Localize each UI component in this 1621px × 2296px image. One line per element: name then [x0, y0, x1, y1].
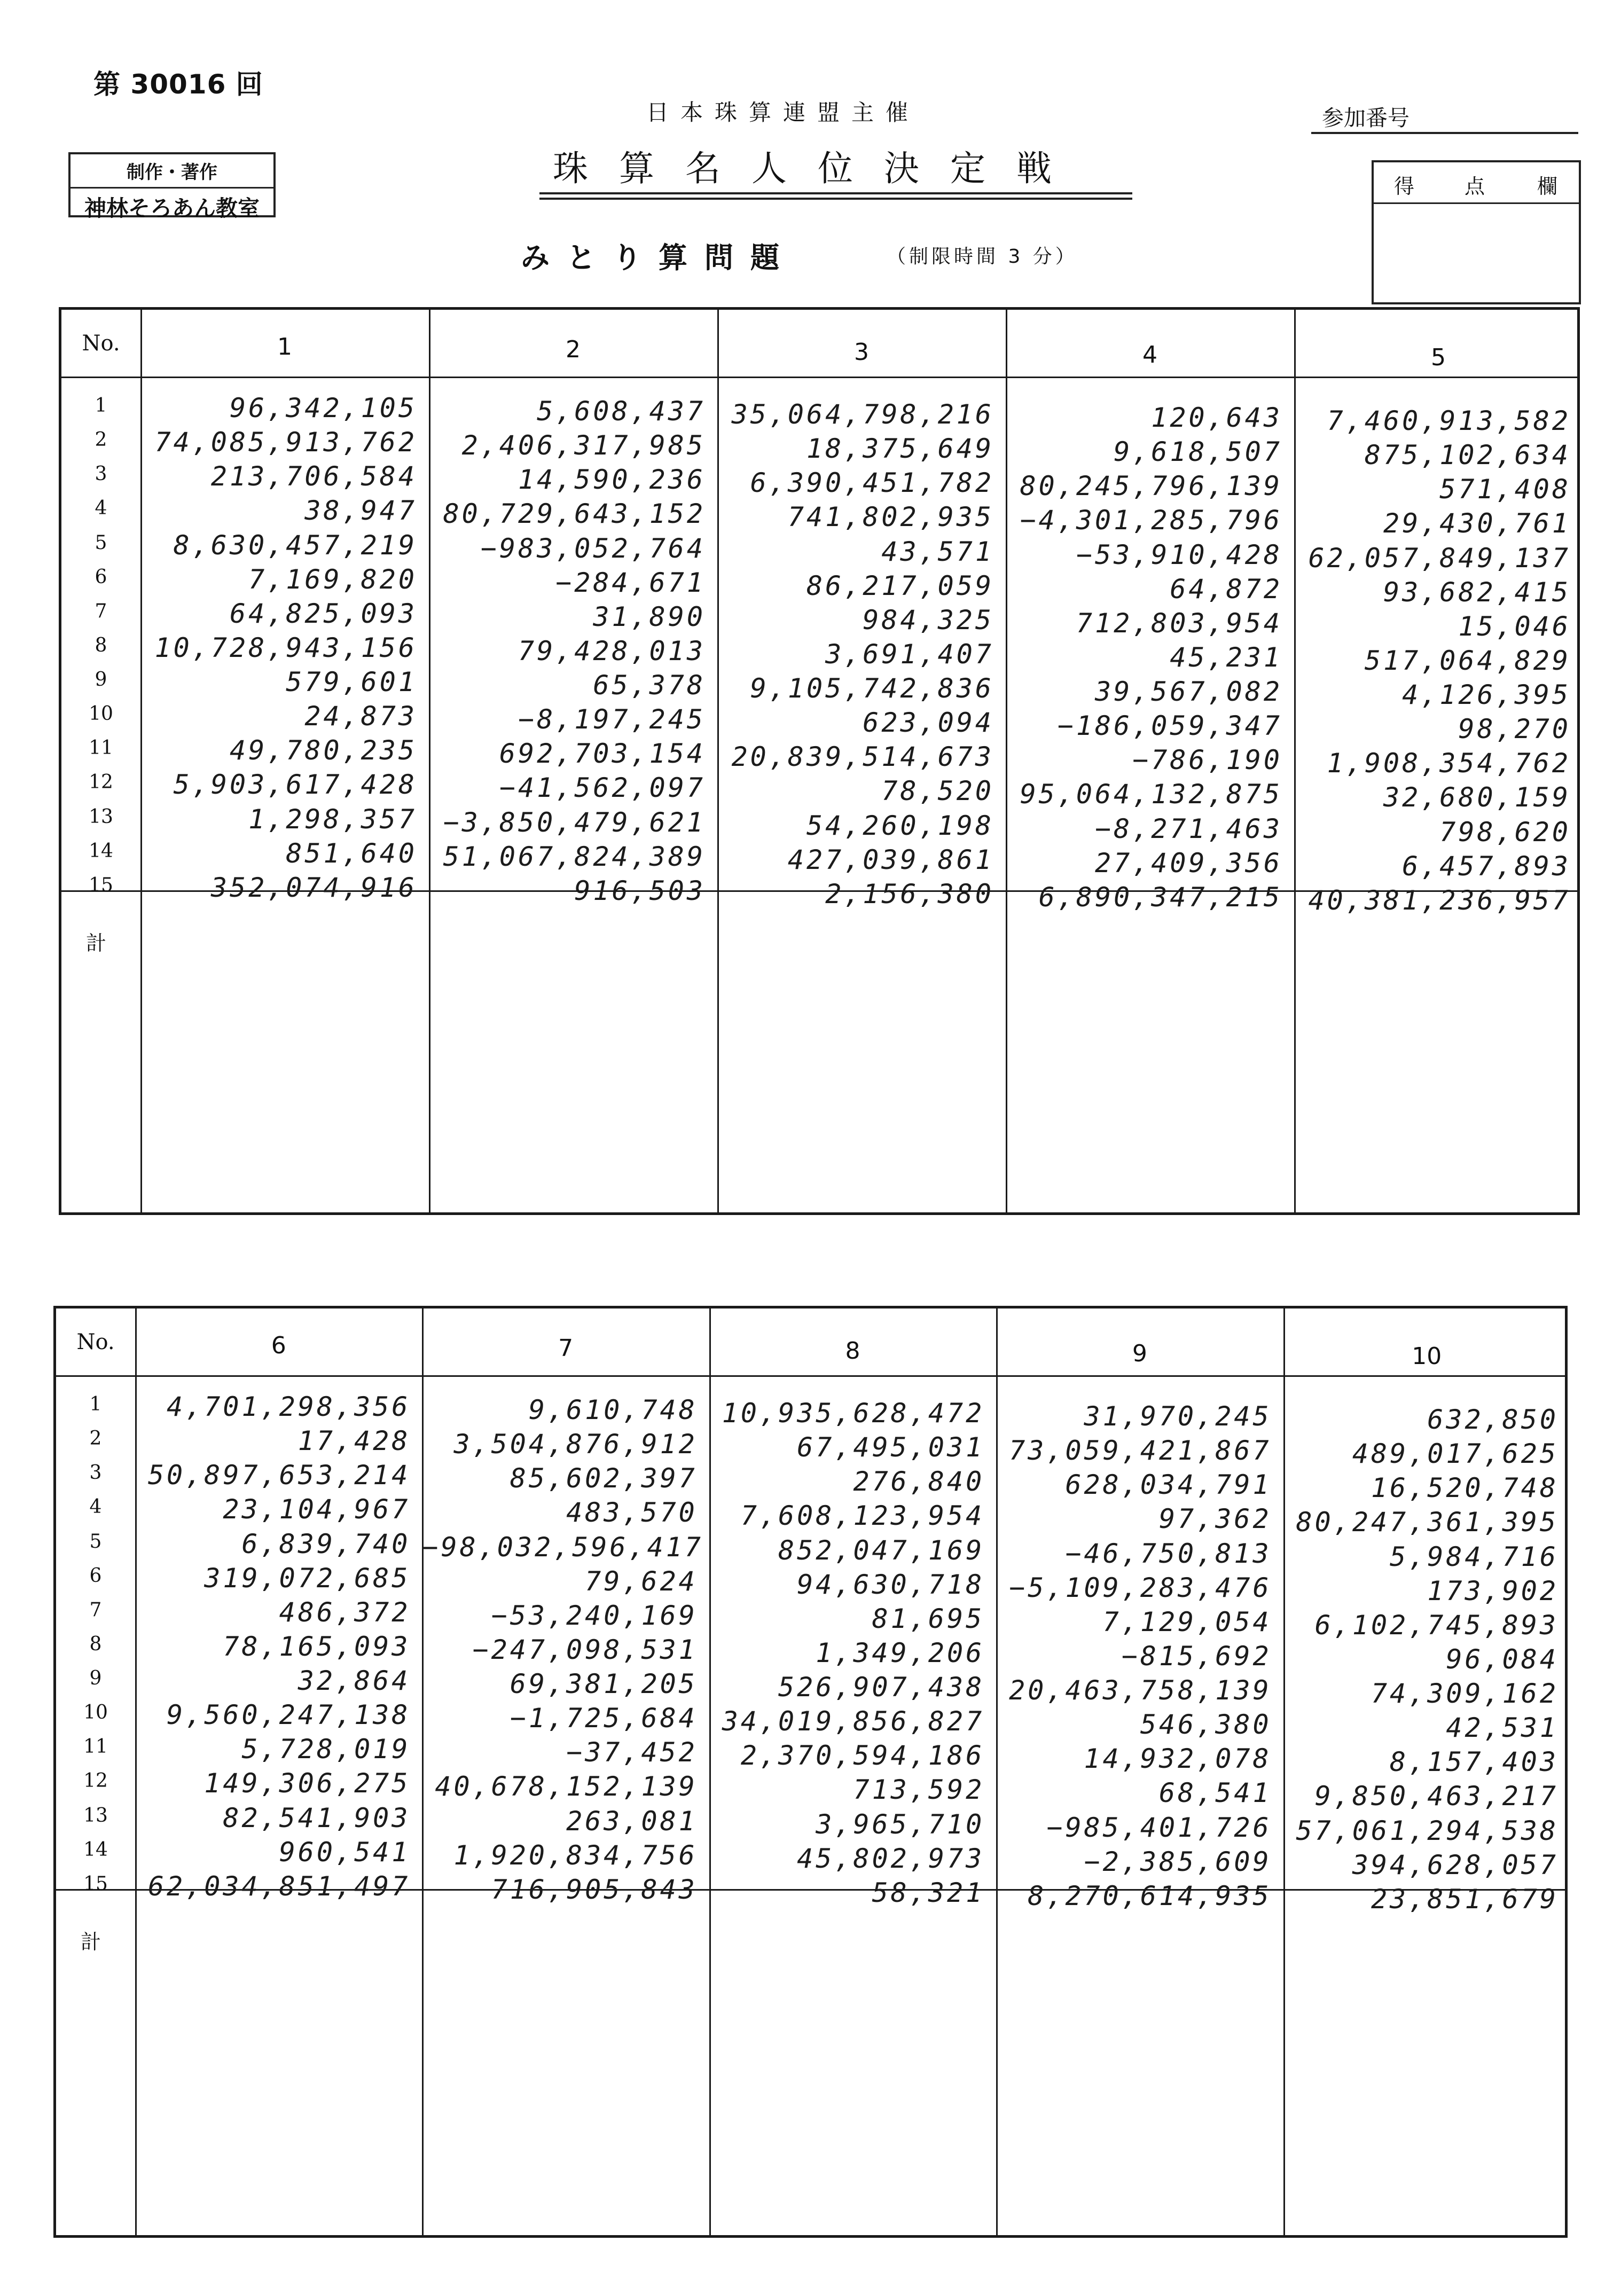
addend-value: 38,947: [304, 495, 417, 527]
addend-value: 483,570: [566, 1497, 698, 1529]
addend-value: 73,059,421,867: [1009, 1435, 1272, 1467]
answer-cell[interactable]: [137, 1891, 420, 2235]
addend-value: 81,695: [872, 1603, 985, 1634]
answer-cell[interactable]: [719, 892, 1004, 1212]
addend-value: −4,301,285,796: [1020, 505, 1282, 536]
row-number: 6: [89, 1564, 102, 1587]
row-number: 9: [95, 669, 107, 691]
addend-value: 67,495,031: [797, 1432, 985, 1463]
addend-value: −786,190: [1132, 745, 1282, 776]
addend-value: 213,706,584: [210, 461, 417, 492]
addend-value: 713,592: [853, 1774, 985, 1806]
addend-value: 579,601: [286, 667, 417, 698]
addend-value: 35,064,798,216: [731, 399, 994, 430]
addend-value: 40,678,152,139: [435, 1771, 698, 1803]
author-role: 制作・著作: [127, 162, 217, 183]
addend-value: 86,217,059: [806, 570, 994, 601]
answer-cell[interactable]: [711, 1891, 994, 2235]
row-number: 1: [95, 395, 107, 417]
row-number: 6: [95, 566, 107, 588]
row-number: 14: [89, 840, 113, 862]
row-number: 12: [89, 771, 113, 794]
addend-value: 78,520: [881, 775, 994, 807]
addend-value: 3,504,876,912: [453, 1429, 698, 1460]
addend-value: −983,052,764: [480, 532, 706, 564]
addend-value: 7,608,123,954: [740, 1500, 985, 1532]
problem-number-header: 1: [277, 333, 292, 361]
addend-value: 692,703,154: [499, 738, 706, 770]
addend-value: 4,126,395: [1402, 679, 1571, 711]
addend-value: 57,061,294,538: [1296, 1815, 1559, 1846]
addend-value: 571,408: [1439, 474, 1571, 505]
problem-number-header: 8: [845, 1337, 860, 1365]
addend-value: 14,932,078: [1084, 1743, 1272, 1775]
addend-value: 6,390,451,782: [750, 467, 994, 499]
addend-value: 9,105,742,836: [750, 673, 994, 704]
addend-value: 17,428: [297, 1425, 411, 1457]
addend-value: 6,890,347,215: [1038, 881, 1282, 913]
addend-value: 526,907,438: [778, 1672, 985, 1703]
addend-value: 96,342,105: [229, 393, 417, 424]
addend-value: 62,057,849,137: [1308, 542, 1571, 574]
addend-value: 20,839,514,673: [731, 741, 994, 773]
addend-value: 68,541: [1158, 1777, 1272, 1809]
no-column-header: No.: [82, 331, 120, 356]
score-label: 欄: [1537, 175, 1558, 198]
addend-value: 79,428,013: [518, 635, 706, 667]
addend-value: 14,590,236: [518, 464, 706, 496]
addend-value: −284,671: [555, 567, 706, 598]
row-number: 13: [83, 1804, 108, 1827]
problem-number-header: 5: [1431, 344, 1446, 371]
row-number: 8: [95, 634, 107, 656]
score-label: 点: [1465, 175, 1485, 198]
title-underline: [539, 192, 1132, 194]
total-row-label: 計: [81, 1930, 101, 1954]
addend-value: 263,081: [566, 1805, 698, 1837]
addend-value: 716,905,843: [491, 1874, 698, 1905]
addend-value: 7,129,054: [1102, 1606, 1272, 1637]
addend-value: 8,270,614,935: [1028, 1880, 1272, 1911]
addend-value: 9,560,247,138: [167, 1699, 411, 1731]
no-column-header: No.: [76, 1330, 115, 1354]
addend-value: 62,034,851,497: [147, 1870, 411, 1902]
score-box[interactable]: [1372, 160, 1581, 304]
addend-value: 95,064,132,875: [1020, 779, 1282, 810]
row-number: 1: [89, 1393, 102, 1415]
addend-value: 173,902: [1427, 1575, 1559, 1607]
row-number: 3: [95, 463, 107, 485]
row-number: 14: [83, 1838, 108, 1861]
problem-number-header: 4: [1142, 341, 1157, 369]
row-number: 5: [95, 531, 107, 554]
addend-value: 7,460,913,582: [1327, 405, 1571, 436]
row-number: 2: [95, 429, 107, 451]
addend-value: 79,624: [585, 1565, 698, 1597]
addend-value: 97,362: [1158, 1503, 1272, 1535]
addend-value: 798,620: [1439, 816, 1571, 848]
addend-value: 3,691,407: [825, 638, 994, 670]
addend-value: 10,935,628,472: [722, 1398, 985, 1429]
addend-value: −2,385,609: [1084, 1846, 1272, 1877]
round-label: 第 30016 回: [93, 69, 263, 100]
row-number: 9: [89, 1667, 102, 1690]
time-limit-note: （制限時間 3 分）: [887, 246, 1078, 268]
addend-value: 31,970,245: [1084, 1401, 1272, 1432]
addend-value: 65,378: [593, 670, 706, 701]
problem-number-header: 6: [271, 1332, 286, 1359]
addend-value: −5,109,283,476: [1009, 1572, 1272, 1603]
row-number: 15: [83, 1872, 108, 1895]
addend-value: 352,074,916: [210, 872, 417, 903]
problem-number-header: 7: [558, 1335, 574, 1362]
row-number: 10: [83, 1702, 108, 1724]
answer-cell[interactable]: [998, 1891, 1281, 2235]
addend-value: 960,541: [279, 1836, 411, 1868]
addend-value: 6,102,745,893: [1314, 1609, 1559, 1641]
addend-value: 27,409,356: [1094, 847, 1282, 879]
addend-value: 120,643: [1151, 402, 1282, 433]
addend-value: 712,803,954: [1076, 607, 1282, 639]
author-school: 神林そろあん教室: [71, 187, 273, 222]
addend-value: 6,457,893: [1402, 850, 1571, 882]
addend-value: 9,610,748: [528, 1394, 698, 1425]
addend-value: 10,728,943,156: [154, 632, 417, 663]
row-number: 13: [89, 805, 113, 828]
addend-value: −247,098,531: [472, 1634, 698, 1665]
addend-value: 45,802,973: [797, 1843, 985, 1874]
addend-value: 2,156,380: [825, 878, 994, 910]
addend-value: −815,692: [1121, 1640, 1272, 1672]
addend-value: 82,541,903: [223, 1802, 411, 1833]
row-number: 7: [95, 600, 107, 622]
addend-value: 5,984,716: [1390, 1541, 1559, 1572]
addend-value: −53,910,428: [1076, 539, 1282, 570]
addend-value: 49,780,235: [229, 735, 417, 766]
row-number: 15: [89, 874, 113, 896]
addend-value: 623,094: [863, 707, 994, 739]
row-number: 7: [89, 1598, 102, 1621]
page-title: 珠算名人位決定戦: [553, 148, 1083, 189]
addend-value: −46,750,813: [1065, 1538, 1272, 1569]
row-number: 11: [83, 1736, 108, 1758]
addend-value: 15,046: [1458, 610, 1571, 642]
problem-table-1: [59, 307, 1580, 1215]
score-box-header: [1374, 162, 1579, 204]
addend-value: 69,381,205: [510, 1668, 698, 1700]
addend-value: −37,452: [566, 1737, 698, 1768]
problem-number-header: 3: [854, 339, 869, 366]
addend-value: 94,630,718: [797, 1569, 985, 1600]
addend-value: 427,039,861: [787, 844, 994, 875]
addend-value: 31,890: [593, 601, 706, 632]
addend-value: 8,630,457,219: [173, 529, 417, 561]
answer-cell[interactable]: [1286, 1891, 1568, 2235]
row-number: 8: [89, 1633, 102, 1655]
addend-value: 51,067,824,389: [443, 841, 706, 872]
addend-value: 1,920,834,756: [453, 1839, 698, 1871]
addend-value: 851,640: [286, 837, 417, 869]
addend-value: 1,908,354,762: [1327, 748, 1571, 779]
row-divider: [61, 377, 1577, 378]
addend-value: 7,169,820: [248, 563, 417, 595]
answer-cell[interactable]: [431, 892, 715, 1212]
total-row-label: 計: [86, 931, 107, 955]
problem-number-header: 2: [566, 336, 581, 363]
row-number: 12: [83, 1770, 108, 1792]
addend-value: 1,298,357: [248, 803, 417, 835]
addend-value: −98,032,596,417: [422, 1531, 703, 1563]
addend-value: 276,840: [853, 1466, 985, 1498]
addend-value: 80,247,361,395: [1296, 1507, 1559, 1538]
problem-table-2: [53, 1306, 1568, 2238]
row-number: 3: [89, 1462, 102, 1484]
addend-value: 8,157,403: [1390, 1746, 1559, 1778]
answer-cell[interactable]: [1296, 892, 1580, 1212]
addend-value: 984,325: [863, 604, 994, 636]
addend-value: 394,628,057: [1352, 1849, 1559, 1880]
addend-value: 5,608,437: [537, 396, 706, 427]
addend-value: 54,260,198: [806, 810, 994, 841]
addend-value: −985,401,726: [1046, 1812, 1272, 1843]
addend-value: −53,240,169: [491, 1600, 698, 1631]
row-divider: [56, 1375, 1565, 1377]
addend-value: 42,531: [1446, 1712, 1559, 1744]
addend-value: 50,897,653,214: [147, 1460, 411, 1491]
addend-value: 875,102,634: [1364, 440, 1571, 471]
addend-value: 149,306,275: [204, 1768, 411, 1799]
addend-value: 319,072,685: [204, 1562, 411, 1594]
author-box: [68, 152, 276, 221]
addend-value: 45,231: [1170, 641, 1282, 673]
title-underline: [539, 198, 1132, 200]
addend-value: 9,618,507: [1114, 436, 1282, 468]
page-subtitle: みとり算問題: [521, 241, 796, 275]
addend-value: 43,571: [881, 536, 994, 567]
addend-value: 74,309,162: [1371, 1678, 1559, 1710]
addend-value: 741,802,935: [787, 501, 994, 533]
addend-value: 96,084: [1446, 1643, 1559, 1675]
problem-number-header: 10: [1412, 1343, 1442, 1370]
answer-cell[interactable]: [1008, 892, 1292, 1212]
addend-value: 16,520,748: [1371, 1472, 1559, 1504]
addend-value: 80,245,796,139: [1020, 471, 1282, 502]
addend-value: 2,370,594,186: [740, 1740, 985, 1772]
addend-value: 486,372: [279, 1596, 411, 1628]
addend-value: 5,903,617,428: [173, 769, 417, 801]
problem-number-header: 9: [1132, 1340, 1147, 1367]
addend-value: 93,682,415: [1383, 576, 1571, 608]
addend-value: 23,851,679: [1371, 1883, 1559, 1915]
addend-value: 32,680,159: [1383, 782, 1571, 813]
addend-value: −3,850,479,621: [443, 806, 706, 838]
addend-value: 58,321: [872, 1877, 985, 1908]
addend-value: 632,850: [1427, 1404, 1559, 1435]
answer-cell[interactable]: [143, 892, 427, 1212]
row-number: 5: [89, 1530, 102, 1553]
row-number: 11: [89, 737, 113, 759]
entry-number-label: 参加番号: [1322, 105, 1409, 131]
addend-value: 64,872: [1170, 573, 1282, 605]
addend-value: 6,839,740: [241, 1528, 411, 1560]
addend-value: 98,270: [1458, 714, 1571, 745]
addend-value: 546,380: [1140, 1709, 1272, 1741]
addend-value: 9,850,463,217: [1314, 1781, 1559, 1812]
row-number: 4: [95, 497, 107, 520]
addend-value: 5,728,019: [241, 1734, 411, 1765]
addend-value: 32,864: [297, 1665, 411, 1697]
row-number: 2: [89, 1428, 102, 1450]
addend-value: −186,059,347: [1057, 710, 1282, 742]
addend-value: 20,463,758,139: [1009, 1675, 1272, 1706]
addend-value: 489,017,625: [1352, 1438, 1559, 1470]
addend-value: 85,602,397: [510, 1463, 698, 1494]
addend-value: 3,965,710: [816, 1808, 985, 1840]
score-label: 得: [1394, 175, 1415, 198]
addend-value: 852,047,169: [778, 1534, 985, 1566]
addend-value: 4,701,298,356: [167, 1391, 411, 1422]
addend-value: 24,873: [304, 701, 417, 732]
addend-value: 78,165,093: [223, 1631, 411, 1662]
addend-value: 23,104,967: [223, 1494, 411, 1525]
addend-value: 64,825,093: [229, 598, 417, 629]
row-number: 10: [89, 703, 113, 725]
row-number: 4: [89, 1496, 102, 1518]
entry-number-field[interactable]: [1311, 132, 1578, 134]
addend-value: 628,034,791: [1065, 1469, 1272, 1501]
addend-value: −8,271,463: [1094, 813, 1282, 844]
addend-value: 39,567,082: [1094, 676, 1282, 708]
answer-cell[interactable]: [424, 1891, 707, 2235]
addend-value: 2,406,317,985: [461, 430, 706, 461]
addend-value: 18,375,649: [806, 433, 994, 465]
addend-value: 916,503: [574, 875, 706, 906]
addend-value: −1,725,684: [510, 1703, 698, 1734]
organizer-text: 日本珠算連盟主催: [646, 99, 920, 126]
addend-value: 34,019,856,827: [722, 1706, 985, 1737]
addend-value: 74,085,913,762: [154, 427, 417, 458]
addend-value: 29,430,761: [1383, 508, 1571, 539]
addend-value: 80,729,643,152: [443, 498, 706, 530]
addend-value: 1,349,206: [816, 1637, 985, 1668]
addend-value: 517,064,829: [1364, 645, 1571, 676]
addend-value: −41,562,097: [499, 772, 706, 804]
addend-value: −8,197,245: [518, 704, 706, 735]
addend-value: 40,381,236,957: [1308, 884, 1571, 916]
